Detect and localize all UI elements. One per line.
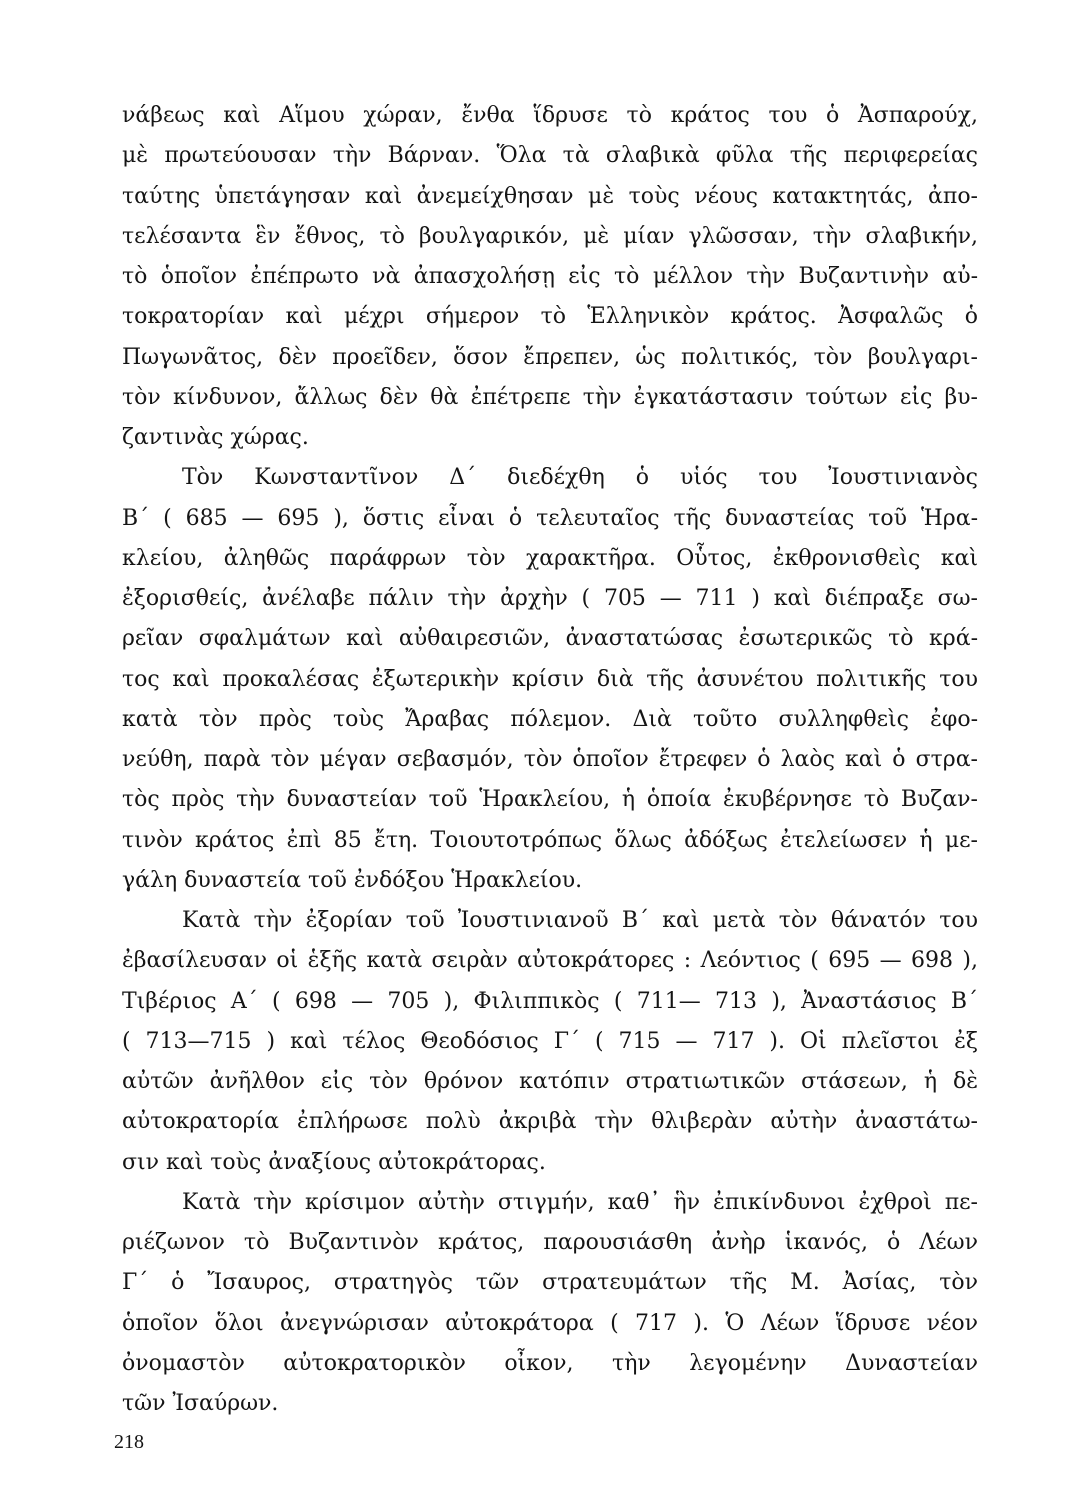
text-line: μὲ πρωτεύουσαν τὴν Βάρναν. Ὅλα τὰ σλαβικὰ φῦλα τῆς περιφερείας bbox=[122, 143, 978, 169]
text-line: ζαντινὰς χώρας. bbox=[122, 425, 309, 450]
text-line: Β΄ ( 685 — 695 ), ὅστις εἶναι ὁ τελευταῖος τῆς δυναστείας τοῦ Ἡρα- bbox=[122, 505, 978, 531]
text-line: τὸς πρὸς τὴν δυναστείαν τοῦ Ἡρακλείου, ἡ ὁποία ἐκυβέρνησε τὸ Βυζαν- bbox=[122, 787, 978, 813]
text-line: κλείου, ἀληθῶς παράφρων τὸν χαρακτῆρα. Οὗτος, ἐκθρονισθεὶς καὶ bbox=[122, 545, 978, 571]
body-text bbox=[122, 96, 978, 1424]
text-line: γάλη δυναστεία τοῦ ἐνδόξου Ἡρακλείου. bbox=[122, 867, 583, 893]
text-line: ριέζωνον τὸ Βυζαντινὸν κράτος, παρουσιάσθη ἀνὴρ ἱκανός, ὁ Λέων bbox=[122, 1230, 978, 1255]
text-line: ὀνομαστὸν αὐτοκρατορικὸν οἶκον, τὴν λεγομένην Δυναστείαν bbox=[122, 1350, 978, 1376]
text-line: τος καὶ προκαλέσας ἐξωτερικὴν κρίσιν διὰ τῆς ἀσυνέτου πολιτικῆς του bbox=[122, 666, 978, 692]
text-line: ὁποῖον ὅλοι ἀνεγνώρισαν αὐτοκράτορα ( 717 ). Ὁ Λέων ἵδρυσε νέον bbox=[122, 1310, 978, 1336]
text-line: Πωγωνᾶτος, δὲν προεῖδεν, ὅσον ἔπρεπεν, ὡς πολιτικός, τὸν βουλγαρι- bbox=[122, 344, 978, 370]
text-line: ρεῖαν σφαλμάτων καὶ αὐθαιρεσιῶν, ἀναστατώσας ἐσωτερικῶς τὸ κρά- bbox=[122, 626, 978, 652]
text-line: ἐβασίλευσαν οἱ ἑξῆς κατὰ σειρὰν αὐτοκράτορες : Λεόντιος ( 695 — 698 ), bbox=[122, 948, 978, 974]
text-line: σιν καὶ τοὺς ἀναξίους αὐτοκράτορας. bbox=[122, 1149, 546, 1175]
text-line: Τιβέριος Α΄ ( 698 — 705 ), Φιλιππικὸς ( 711— 713 ), Ἀναστάσιος Β΄ bbox=[122, 988, 978, 1014]
text-line: τὸν κίνδυνον, ἄλλως δὲν θὰ ἐπέτρεπε τὴν ἐγκατάστασιν τούτων εἰς βυ- bbox=[122, 384, 978, 410]
text-line: Κατὰ τὴν ἐξορίαν τοῦ Ἰουστινιανοῦ Β΄ καὶ μετὰ τὸν θάνατόν του bbox=[182, 908, 978, 933]
text-line: τινὸν κράτος ἐπὶ 85 ἔτη. Τοιουτοτρόπως ὅλως ἀδόξως ἐτελείωσεν ἡ με- bbox=[122, 827, 978, 853]
text-line: νάβεως καὶ Αἵμου χώραν, ἔνθα ἵδρυσε τὸ κράτος του ὁ Ἀσπαρούχ, bbox=[122, 103, 978, 128]
text-line: ταύτης ὑπετάγησαν καὶ ἀνεμείχθησαν μὲ τοὺς νέους κατακτητάς, ἀπο- bbox=[122, 183, 978, 209]
text-line: Τὸν Κωνσταντῖνον Δ΄ διεδέχθη ὁ υἱός του Ἰουστινιανὸς bbox=[182, 465, 978, 491]
text-line: νεύθη, παρὰ τὸν μέγαν σεβασμόν, τὸν ὁποῖον ἔτρεφεν ὁ λαὸς καὶ ὁ στρα- bbox=[122, 747, 978, 772]
text-line: ( 713—715 ) καὶ τέλος Θεοδόσιος Γ΄ ( 715 — 717 ). Οἱ πλεῖστοι ἐξ bbox=[122, 1028, 978, 1054]
text-line: ἐξορισθείς, ἀνέλαβε πάλιν τὴν ἀρχὴν ( 705 — 711 ) καὶ διέπραξε σω- bbox=[122, 586, 978, 611]
text-line: κατὰ τὸν πρὸς τοὺς Ἄραβας πόλεμον. Διὰ τοῦτο συλληφθεὶς ἐφο- bbox=[122, 706, 978, 732]
text-line: αὐτοκρατορία ἐπλήρωσε πολὺ ἀκριβὰ τὴν θλιβερὰν αὐτὴν ἀναστάτω- bbox=[122, 1109, 978, 1135]
text-line: τὸ ὁποῖον ἐπέπρωτο νὰ ἀπασχολήσῃ εἰς τὸ μέλλον τὴν Βυζαντινὴν αὐ- bbox=[122, 264, 978, 289]
text-line: Γ΄ ὁ Ἴσαυρος, στρατηγὸς τῶν στρατευμάτων τῆς Μ. Ἀσίας, τὸν bbox=[122, 1270, 978, 1296]
page-number: 218 bbox=[114, 1431, 144, 1453]
text-line: τῶν Ἰσαύρων. bbox=[122, 1391, 279, 1416]
text-line: αὐτῶν ἀνῆλθον εἰς τὸν θρόνον κατόπιν στρατιωτικῶν στάσεων, ἡ δὲ bbox=[122, 1069, 978, 1094]
text-line: Κατὰ τὴν κρίσιμον αὐτὴν στιγμήν, καθ᾽ ἣν ἐπικίνδυνοι ἐχθροὶ πε- bbox=[182, 1189, 978, 1215]
text-line: τελέσαντα ἓν ἔθνος, τὸ βουλγαρικόν, μὲ μίαν γλῶσσαν, τὴν σλαβικήν, bbox=[122, 223, 978, 249]
text-line: τοκρατορίαν καὶ μέχρι σήμερον τὸ Ἑλληνικὸν κράτος. Ἀσφαλῶς ὁ bbox=[122, 304, 978, 330]
